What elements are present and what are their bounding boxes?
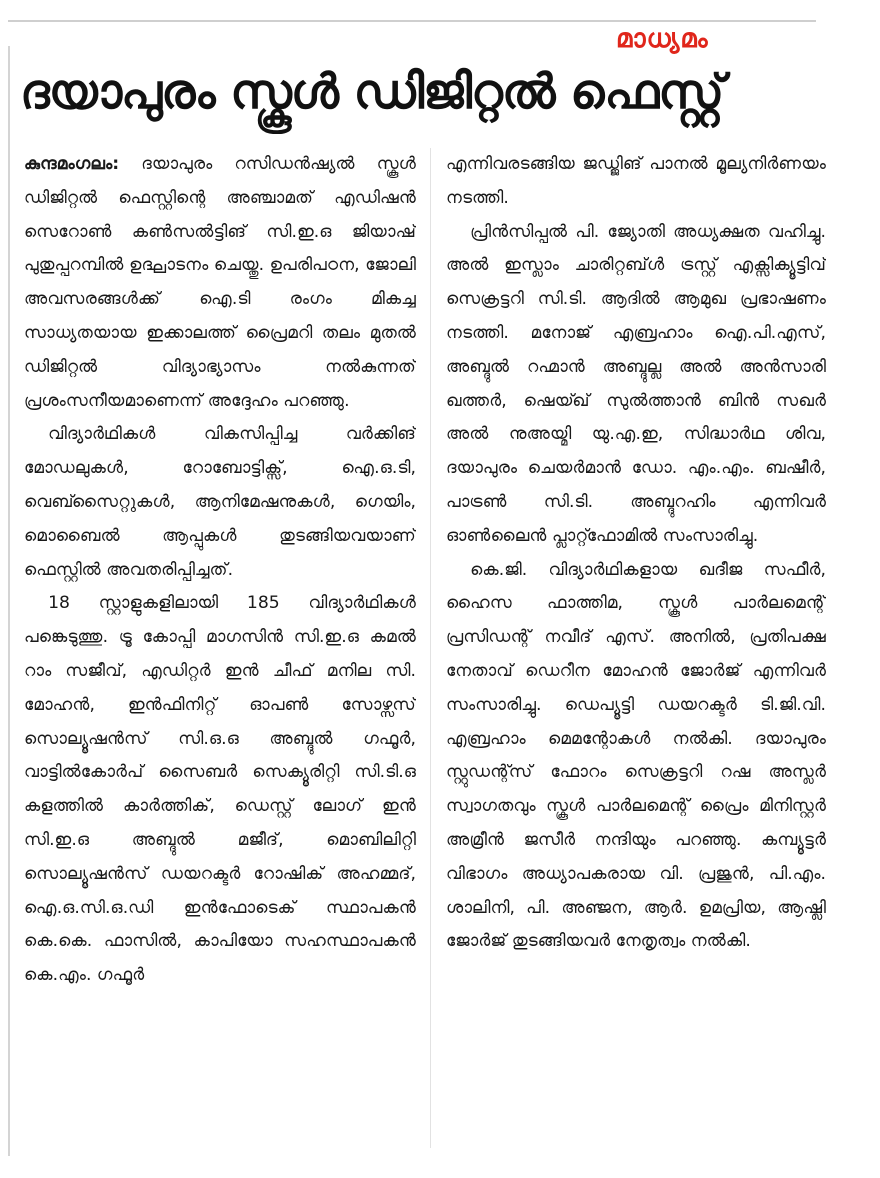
left-margin-rule bbox=[8, 46, 10, 1156]
article-paragraph: കെ.ജി. വിദ്യാർഥികളായ ഖദീജ സഫീർ, ഹൈസ ഫാത്തിമ, സ്കൂൾ പാർലമെന്റ് പ്രസിഡന്റ് നവീദ് എസ്. അനിൽ, പ്രതിപക്ഷ നേതാവ് ഡെറീന മോഹൻ ജോർജ് എന്നിവർ സംസാരിച്ചു. ഡെപ്യൂട്ടി ഡയറക്ടർ ടി.ജി.വി. എബ്രഹാം മെമന്റോകൾ നൽകി. ദയാപുരം സ്റ്റുഡന്റ്സ് ഫോറം സെക്രട്ടറി റഷ അസ്ലർ സ്വാഗതവും സ്കൂൾ പാർലമെന്റ് പ്രൈം മിനിസ്റ്റർ അമ്രീൻ ജസീർ നന്ദിയും പറഞ്ഞു. കമ്പ്യൂട്ടർ വിഭാഗം അധ്യാപകരായ വി. പ്രജുൻ, പി.എം. ശാലിനി, പി. അഞ്ജന, ആർ. ഉമപ്രിയ, ആഷ്ലി ജോർജ് തുടങ്ങിയവർ നേതൃത്വം നൽകി. bbox=[446, 559, 826, 952]
article-paragraph: എന്നിവരടങ്ങിയ ജഡ്ജിങ് പാനൽ മൂല്യനിർണയം നടത്തി. bbox=[446, 154, 826, 208]
column-divider bbox=[430, 148, 431, 1148]
headline: ദയാപുരം സ്കൂൾ ഡിജിറ്റൽ ഫെസ്റ്റ് bbox=[20, 64, 724, 120]
article-paragraph: വിദ്യാർഥികൾ വികസിപ്പിച്ച വർക്കിങ് മോഡലുകൾ, റോബോട്ടിക്സ്, ഐ.ഒ.ടി, വെബ്സൈറ്റുകൾ, ആനിമേഷനുകൾ, ഗെയിം, മൊബൈൽ ആപ്പുകൾ തുടങ്ങിയവയാണ് ഫെസ്റ്റിൽ അവതരിപ്പിച്ചത്. bbox=[24, 424, 416, 580]
newspaper-masthead: മാധ്യമം bbox=[616, 24, 709, 54]
dateline: കുന്ദമംഗലം: bbox=[24, 154, 120, 174]
article-paragraph: 18 സ്റ്റാളുകളിലായി 185 വിദ്യാർഥികൾ പങ്കെടുത്തു. ട്രൂ കോപ്പി മാഗസിൻ സി.ഇ.ഒ കമൽ റാം സജീവ്, എഡിറ്റർ ഇൻ ചീഫ് മനില സി. മോഹൻ, ഇൻഫിനിറ്റ് ഓപൺ സോഴ്സസ് സൊല്യൂഷൻസ് സി.ഒ.ഒ അബ്ദുൽ ഗഫൂർ, വാട്ടിൽകോർപ് സൈബർ സെക്യൂരിറ്റി സി.ടി.ഒ കളത്തിൽ കാർത്തിക്, ഡെസ്റ്റ് ലോഗ് ഇൻ സി.ഇ.ഒ അബ്ദുൽ മജീദ്, മൊബിലിറ്റി സൊല്യൂഷൻസ് ഡയറക്ടർ റോഷിക് അഹമ്മദ്, ഐ.ഒ.സി.ഒ.ഡി ഇൻഫോടെക് സ്ഥാപകൻ കെ.കെ. ഫാസിൽ, കാപിയോ സഹസ്ഥാപകൻ കെ.എം. ഗഫൂർ bbox=[24, 593, 416, 986]
article-column-right bbox=[446, 148, 826, 1158]
paragraph-text: ദയാപുരം റസിഡൻഷ്യൽ സ്കൂൾ ഡിജിറ്റൽ ഫെസ്റ്റിന്റെ അഞ്ചാമത് എഡിഷൻ സെറോൺ കൺസൽട്ടിങ് സി.ഇ.ഒ ജിയാഷ് പുതുപ്പറമ്പിൽ ഉദ്ഘാടനം ചെയ്തു. ഉപരിപഠന, ജോലി അവസരങ്ങൾക്ക് ഐ.ടി രംഗം മികച്ച സാധ്യതയായ ഇക്കാലത്ത് പ്രൈമറി തലം മുതൽ ഡിജിറ്റൽ വിദ്യാഭ്യാസം നൽകുന്നത് പ്രശംസനീയമാണെന്ന് അദ്ദേഹം പറഞ്ഞു. bbox=[24, 154, 416, 411]
article-column-left bbox=[24, 148, 416, 1158]
article-paragraph: പ്രിൻസിപ്പൽ പി. ജ്യോതി അധ്യക്ഷത വഹിച്ചു. അൽ ഇസ്ലാം ചാരിറ്റബ്ൾ ട്രസ്റ്റ് എക്സിക്യൂട്ടിവ് സെക്രട്ടറി സി.ടി. ആദിൽ ആമുഖ പ്രഭാഷണം നടത്തി. മനോജ് എബ്രഹാം ഐ.പി.എസ്, അബ്ദുൽ റഹ്മാൻ അബ്ദുല്ല അൽ അൻസാരി ഖത്തർ, ഷെയ്ഖ് സുൽത്താൻ ബിൻ സഖർ അൽ നുഅയ്മി യു.എ.ഇ, സിദ്ധാർഥ ശിവ, ദയാപുരം ചെയർമാൻ ഡോ. എം.എം. ബഷീർ, പാട്രൺ സി.ടി. അബ്ദുറഹിം എന്നിവർ ഓൺലൈൻ പ്ലാറ്റ്ഫോമിൽ സംസാരിച്ചു. bbox=[446, 221, 826, 546]
article-paragraph bbox=[24, 148, 416, 418]
top-rule bbox=[8, 20, 816, 22]
